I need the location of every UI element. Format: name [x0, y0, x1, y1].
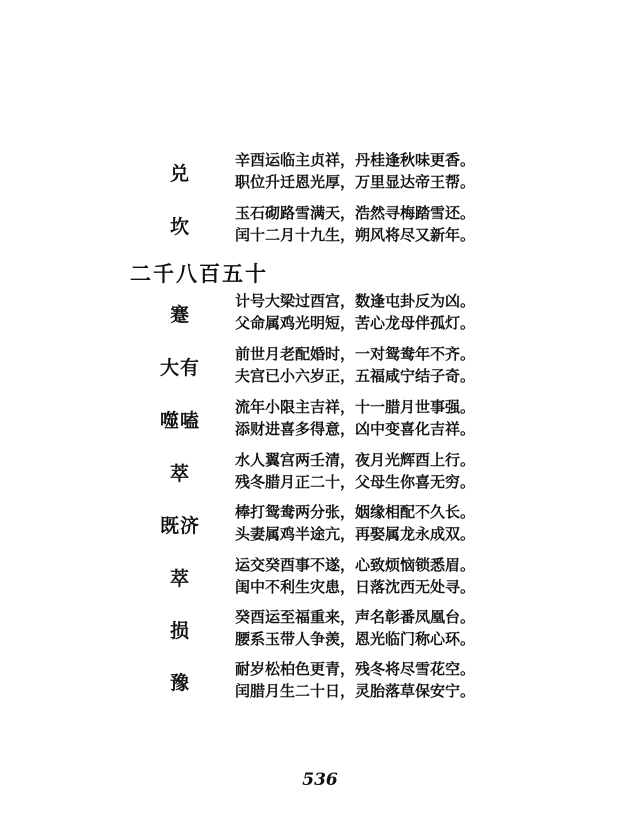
verse-line-2: 闺中不利生灾患，日落沈西无处寻。	[235, 578, 476, 596]
verse-line-2: 职位升迁恩光厚，万里显达帝王帮。	[235, 173, 476, 191]
verse-line-2: 添财进喜多得意，凶中变喜化吉祥。	[235, 420, 476, 438]
hexagram-name: 损	[169, 619, 190, 642]
verse-entry	[0, 448, 640, 496]
verse-line-1: 流年小限主吉祥，十一腊月世事强。	[235, 398, 476, 416]
hexagram-name: 萃	[169, 462, 190, 485]
verse-line-1: 棒打鸳鸯两分张，姻缘相配不久长。	[235, 503, 476, 521]
verse-line-1: 水人翼宫两壬清，夜月光辉酉上行。	[235, 451, 476, 469]
hexagram-name: 蹇	[169, 303, 190, 326]
verse-line-1: 耐岁松柏色更青，残冬将尽雪花空。	[235, 660, 476, 678]
page-number: 536	[302, 770, 338, 790]
verse-line-1: 辛酉运临主贞祥，丹桂逢秋味更香。	[235, 151, 476, 169]
verse-entry	[0, 148, 640, 196]
verse-line-2: 残冬腊月正二十，父母生你喜无穷。	[235, 473, 476, 491]
hexagram-name: 噬嗑	[159, 409, 200, 432]
hexagram-name: 坎	[169, 215, 190, 238]
verse-line-1: 前世月老配婚时，一对鸳鸯年不齐。	[235, 345, 476, 363]
hexagram-name: 大有	[159, 356, 200, 379]
verse-line-2: 父命属鸡光明短，苦心龙母伴孤灯。	[235, 314, 476, 332]
hexagram-name: 萃	[169, 567, 190, 590]
section-heading: 二千八百五十	[130, 261, 268, 286]
verse-entry	[0, 605, 640, 653]
verse-entry	[0, 553, 640, 601]
verse-line-2: 头妻属鸡半途亢，再娶属龙永成双。	[235, 525, 476, 543]
verse-line-2: 腰系玉带人争羡，恩光临门称心环。	[235, 630, 476, 648]
verse-line-2: 夫宫已小六岁正，五福咸宁结子奇。	[235, 367, 476, 385]
verse-entry	[0, 342, 640, 390]
verse-line-1: 计号大梁过酉宫，数逢屯卦反为凶。	[235, 292, 476, 310]
verse-line-1: 运交癸酉事不遂，心致烦恼锁悉眉。	[235, 556, 476, 574]
verse-line-2: 闰十二月十九生，朔风将尽又新年。	[235, 226, 476, 244]
hexagram-name: 兑	[169, 162, 190, 185]
verse-entry	[0, 201, 640, 249]
verse-entry	[0, 395, 640, 443]
verse-entry	[0, 657, 640, 705]
verse-line-1: 玉石砌路雪满天，浩然寻梅踏雪还。	[235, 204, 476, 222]
verse-entry	[0, 500, 640, 548]
verse-entry	[0, 289, 640, 337]
verse-line-1: 癸酉运至福重来，声名彰番凤凰台。	[235, 608, 476, 626]
verse-line-2: 闰腊月生二十日，灵胎落草保安宁。	[235, 682, 476, 700]
hexagram-name: 豫	[169, 671, 190, 694]
hexagram-name: 既济	[159, 514, 200, 537]
